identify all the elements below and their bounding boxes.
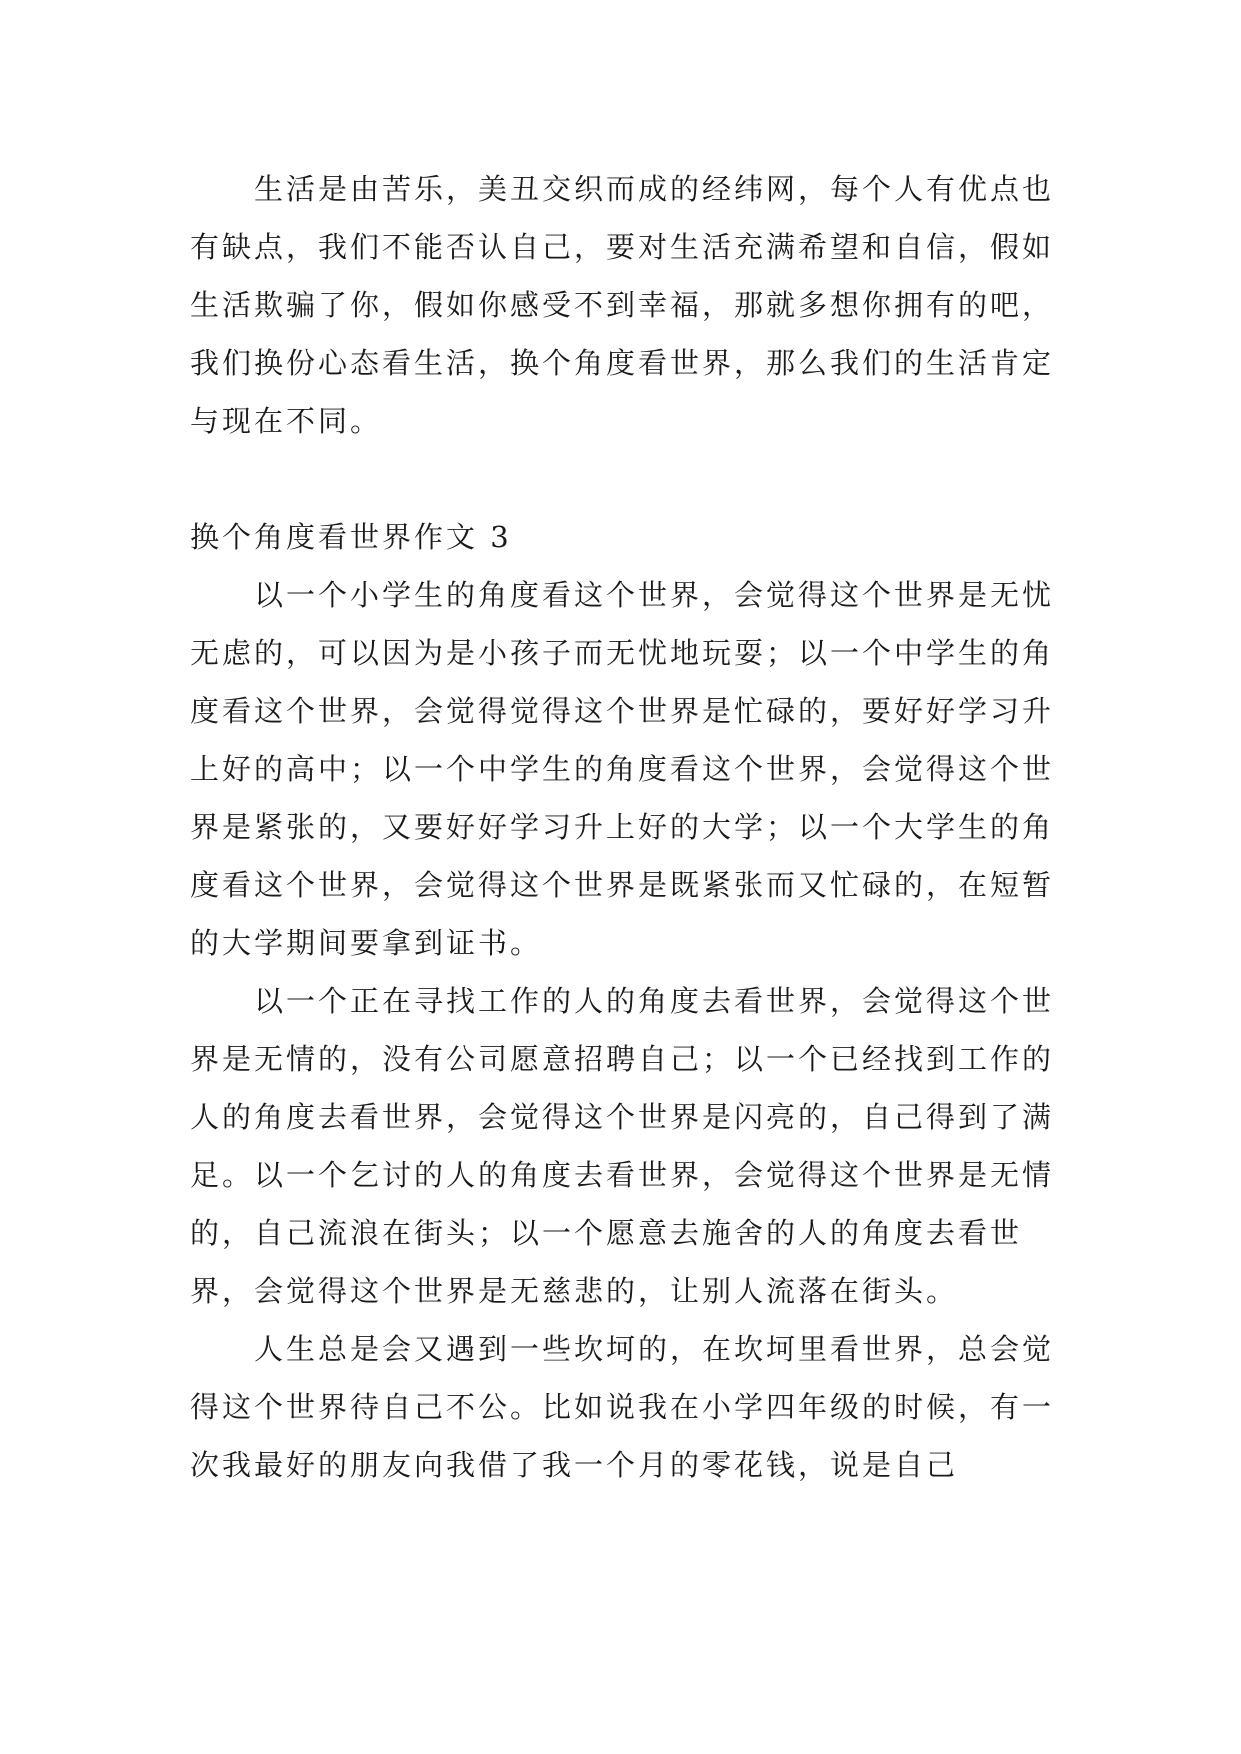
paragraph-intro-conclusion: 生活是由苦乐，美丑交织而成的经纬网，每个人有优点也有缺点，我们不能否认自己，要对生活充满希望和自信，假如生活欺骗了你，假如你感受不到幸福，那就多想你拥有的吧，我们换份心态看生活，换个角度看世界，那么我们的生活肯定与现在不同。	[190, 172, 1055, 438]
paragraph-work-perspectives: 以一个正在寻找工作的人的角度去看世界，会觉得这个世界是无情的，没有公司愿意招聘自己；以一个已经找到工作的人的角度去看世界，会觉得这个世界是闪亮的，自己得到了满足。以一个乞讨的人的角度去看世界，会觉得这个世界是无情的，自己流浪在街头；以一个愿意去施舍的人的角度去看世界，会觉得这个世界是无慈悲的，让别人流落在街头。	[190, 984, 1055, 1308]
section-heading: 换个角度看世界作文 3	[190, 520, 512, 554]
paragraph-hardships: 人生总是会又遇到一些坎坷的，在坎坷里看世界，总会觉得这个世界待自己不公。比如说我在小学四年级的时候，有一次我最好的朋友向我借了我一个月的零花钱，说是自己	[190, 1332, 1055, 1482]
paragraph-student-perspectives: 以一个小学生的角度看这个世界，会觉得这个世界是无忧无虑的，可以因为是小孩子而无忧地玩耍；以一个中学生的角度看这个世界，会觉得觉得这个世界是忙碌的，要好好学习升上好的高中；以一个中学生的角度看这个世界，会觉得这个世界是紧张的，又要好好学习升上好的大学；以一个大学生的角度看这个世界，会觉得这个世界是既紧张而又忙碌的，在短暂的大学期间要拿到证书。	[190, 578, 1055, 960]
document-body	[190, 160, 1060, 1494]
